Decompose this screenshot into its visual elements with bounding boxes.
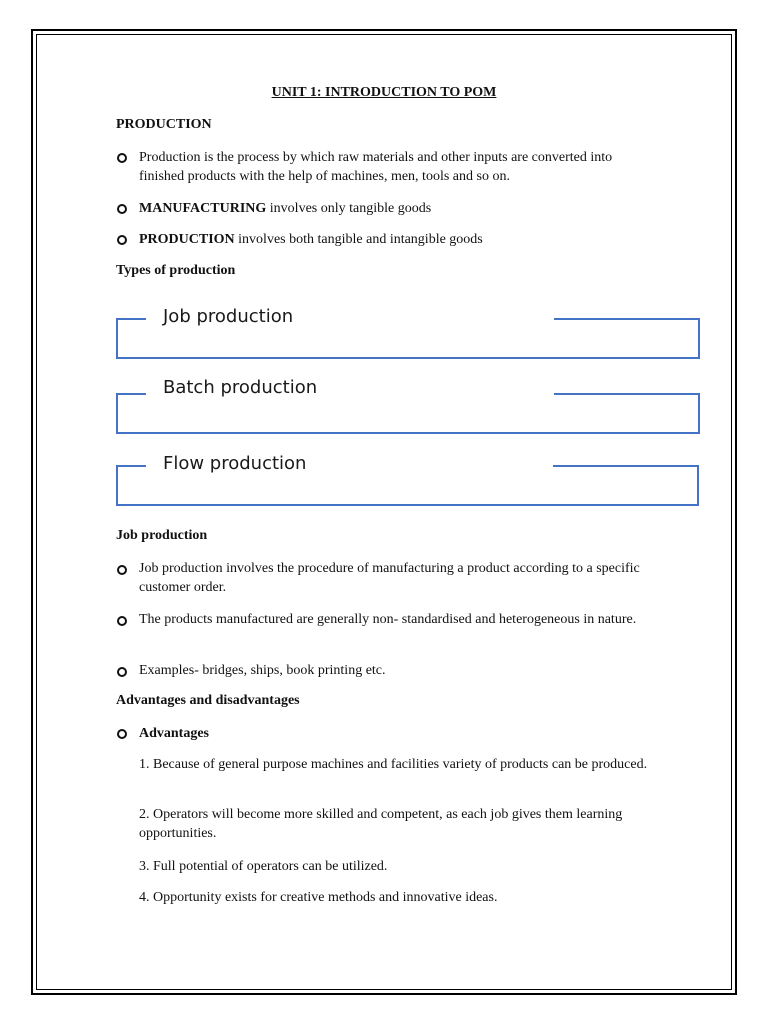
batch-production-box bbox=[116, 393, 700, 434]
advantage-item-2: 2. Operators will become more skilled and competent, as each job gives them learning opportunities. bbox=[139, 807, 623, 841]
production-bullet-3-text: involves both tangible and intangible goods bbox=[234, 232, 483, 247]
advantage-item-1: 1. Because of general purpose machines and facilities variety of products can be produced. bbox=[139, 757, 648, 772]
production-bullet-1 bbox=[139, 148, 659, 186]
bullet-icon bbox=[117, 563, 129, 575]
job-production-heading: Job production bbox=[116, 528, 208, 543]
page-title: UNIT 1: INTRODUCTION TO POM bbox=[271, 85, 497, 100]
bullet-icon bbox=[117, 151, 129, 163]
production-bullet-3-bold: PRODUCTION bbox=[139, 232, 235, 247]
advantage-item-3: 3. Full potential of operators can be utilized. bbox=[139, 859, 388, 874]
production-heading: PRODUCTION bbox=[116, 117, 212, 132]
job-bullet-1: Job production involves the procedure of manufacturing a product according to a specific customer order. bbox=[139, 561, 640, 595]
bullet-icon bbox=[117, 614, 129, 626]
types-heading: Types of production bbox=[116, 263, 236, 278]
bullet-icon bbox=[117, 665, 129, 677]
advantage-item-4: 4. Opportunity exists for creative methods and innovative ideas. bbox=[139, 890, 498, 905]
production-bullet-2 bbox=[139, 199, 659, 218]
bullet-icon bbox=[117, 202, 129, 214]
flow-production-box-label: Flow production bbox=[163, 453, 307, 474]
production-bullet-1-text: Production is the process by which raw materials and other inputs are converted into finished products with the help of machines, men, tools and so on. bbox=[139, 150, 613, 184]
advantages-subheading: Advantages bbox=[139, 726, 210, 741]
job-bullet-2: The products manufactured are generally non- standardised and heterogeneous in nature. bbox=[139, 612, 637, 627]
advantages-disadvantages-heading: Advantages and disadvantages bbox=[116, 693, 300, 708]
job-production-box-label: Job production bbox=[163, 306, 294, 327]
production-bullet-3 bbox=[139, 230, 659, 249]
job-bullet-3: Examples- bridges, ships, book printing etc. bbox=[139, 663, 386, 678]
batch-production-box-label: Batch production bbox=[163, 377, 318, 398]
production-bullet-2-text: involves only tangible goods bbox=[266, 201, 432, 216]
bullet-icon bbox=[117, 727, 129, 739]
bullet-icon bbox=[117, 233, 129, 245]
production-bullet-2-bold: MANUFACTURING bbox=[139, 201, 267, 216]
